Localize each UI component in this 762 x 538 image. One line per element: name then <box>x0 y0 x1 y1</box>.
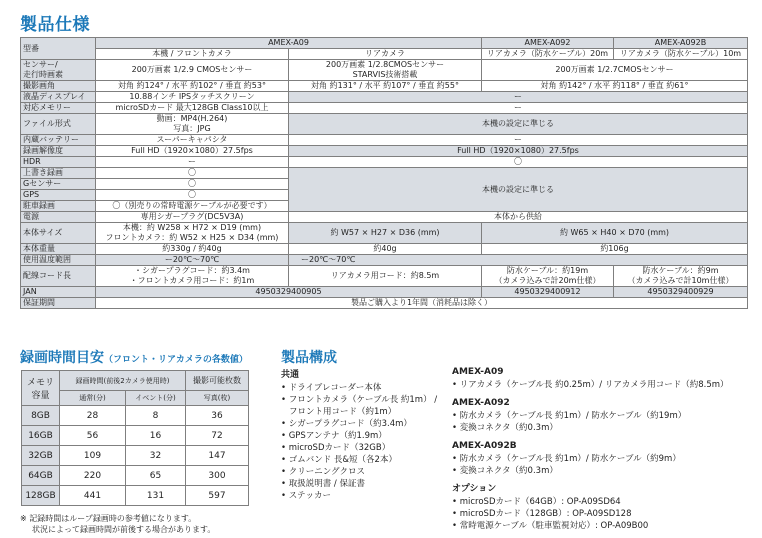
spec-cell-shared: 本機の設定に準じる <box>289 168 748 212</box>
spec-cell: ー20℃〜70℃ <box>289 255 748 266</box>
spec-row-cord <box>21 266 748 287</box>
list-item: • microSDカード（128GB）: OP-A09SD128 <box>452 508 729 520</box>
sub-main: 本機 / フロントカメラ <box>96 49 289 60</box>
spec-cell: 200万画素 1/2.9 CMOSセンサー <box>96 60 289 81</box>
sub-rear: リアカメラ <box>289 49 482 60</box>
spec-cell: 10.88インチ IPSタッチスクリーン <box>96 92 289 103</box>
spec-cell: 対角 約124° / 水平 約102° / 垂直 約53° <box>96 81 289 92</box>
spec-label: 対応メモリー <box>21 103 96 114</box>
spec-row-sensor <box>21 60 748 81</box>
table-row <box>22 406 249 426</box>
event-cell: 32 <box>126 446 186 466</box>
spec-cell: Full HD（1920×1080）27.5fps <box>96 146 289 157</box>
spec-label: GPS <box>21 190 96 201</box>
spec-label: 駐車録画 <box>21 201 96 212</box>
spec-cell: 製品ご購入より1年間（消耗品は除く） <box>96 298 748 309</box>
spec-cell: 約40g <box>289 244 482 255</box>
list-item: • 変換コネクタ（約0.3m） <box>452 465 729 477</box>
list-item: • ステッカー <box>281 490 437 502</box>
event-cell: 131 <box>126 486 186 506</box>
spec-label: ファイル形式 <box>21 114 96 135</box>
list-item: • 常時電源ケーブル（駐車監視対応）: OP-A09B00 <box>452 520 729 532</box>
list-item: • 防水カメラ（ケーブル長 約1m）/ 防水ケーブル（約9m） <box>452 453 729 465</box>
spec-label: Gセンサー <box>21 179 96 190</box>
event-cell: 8 <box>126 406 186 426</box>
normal-cell: 56 <box>60 426 126 446</box>
contents-models <box>452 366 729 532</box>
spec-label: HDR <box>21 157 96 168</box>
spec-label: 型番 <box>21 38 96 60</box>
capacity-cell: 128GB <box>22 486 60 506</box>
list-item: フロント用コード（約1m） <box>289 407 397 417</box>
spec-cell: microSDカード 最大128GB Class10以上 <box>96 103 289 114</box>
normal-cell: 441 <box>60 486 126 506</box>
spec-row-angle <box>21 81 748 92</box>
list-item: • フロントカメラ（ケーブル長 約1m） / <box>281 394 437 406</box>
spec-row-file <box>21 114 748 135</box>
photo-cell: 36 <box>186 406 249 426</box>
contents-common <box>281 369 437 502</box>
spec-cell: 〇 <box>96 179 289 190</box>
capacity-cell: 64GB <box>22 466 60 486</box>
spec-cell: ー20℃〜70℃ <box>96 255 289 266</box>
spec-cell: Full HD（1920×1080）27.5fps <box>289 146 748 157</box>
spec-label: 電源 <box>21 212 96 223</box>
photo-cell: 597 <box>186 486 249 506</box>
jan-a092: 4950329400912 <box>482 287 614 298</box>
table-row <box>22 486 249 506</box>
table-row <box>22 426 249 446</box>
spec-row-temp <box>21 255 748 266</box>
spec-cell: 防水ケーブル：約9m （カメラ込みで計10m仕様） <box>614 266 748 287</box>
spec-table <box>20 37 748 309</box>
contents-title: 製品構成 <box>281 350 337 366</box>
capacity-cell: 16GB <box>22 426 60 446</box>
spec-cell: スーパーキャパシタ <box>96 135 289 146</box>
spec-cell: ー <box>289 135 748 146</box>
spec-label: 配線コード長 <box>21 266 96 287</box>
spec-label: 本体重量 <box>21 244 96 255</box>
model-a092b: AMEX-A092B <box>614 38 748 49</box>
normal-cell: 220 <box>60 466 126 486</box>
spec-label: 内蔵バッテリー <box>21 135 96 146</box>
event-header: イベント(分) <box>126 391 186 406</box>
table-row <box>22 446 249 466</box>
jan-a092b: 4950329400929 <box>614 287 748 298</box>
spec-row-hdr <box>21 157 748 168</box>
model-a09: AMEX-A09 <box>96 38 482 49</box>
table-row <box>22 466 249 486</box>
spec-cell: ー <box>289 103 748 114</box>
common-title: 共通 <box>281 370 300 380</box>
spec-row-weight <box>21 244 748 255</box>
list-item: • microSDカード（64GB）: OP-A09SD64 <box>452 496 729 508</box>
spec-cell: 本体から供給 <box>289 212 748 223</box>
photo-header: 撮影可能枚数 <box>186 371 249 391</box>
list-item: • 変換コネクタ（約0.3m） <box>452 422 729 434</box>
spec-cell: 約 W57 × H27 × D36 (mm) <box>289 223 482 244</box>
spec-label: センサー/ 走行時画素 <box>21 60 96 81</box>
list-item: • ゴムバンド 長&短（各2本） <box>281 454 437 466</box>
spec-title: 製品仕様 <box>20 15 90 35</box>
spec-row-memory <box>21 103 748 114</box>
memory-header: メモリ 容量 <box>22 371 60 406</box>
spec-cell: ー <box>289 92 748 103</box>
spec-row-warranty <box>21 298 748 309</box>
record-time-table <box>21 370 249 506</box>
spec-cell: 200万画素 1/2.8CMOSセンサー STARVIS技術搭載 <box>289 60 482 81</box>
spec-row-resolution <box>21 146 748 157</box>
list-item: • 防水カメラ（ケーブル長 約1m）/ 防水ケーブル（約19m） <box>452 410 729 422</box>
event-cell: 16 <box>126 426 186 446</box>
list-item: • microSDカード（32GB） <box>281 442 437 454</box>
spec-cell: 対角 約142° / 水平 約118° / 垂直 約61° <box>482 81 748 92</box>
event-cell: 65 <box>126 466 186 486</box>
sub-a092: リアカメラ（防水ケーブル）20m <box>482 49 614 60</box>
spec-cell: 動画：MP4(H.264) 写真：JPG <box>96 114 289 135</box>
record-time-title: 録画時間目安（フロント・リアカメラの各数値） <box>20 350 248 366</box>
spec-cell: 本機：約 W258 × H72 × D19 (mm) フロントカメラ：約 W52 × H25 × D34 (mm) <box>96 223 289 244</box>
list-item: • 取扱説明書 / 保証書 <box>281 478 437 490</box>
spec-cell: 200万画素 1/2.7CMOSセンサー <box>482 60 748 81</box>
a092-title: AMEX-A092 <box>452 398 510 408</box>
spec-label: 液晶ディスプレイ <box>21 92 96 103</box>
spec-cell: 〇 <box>96 190 289 201</box>
jan-a09: 4950329400905 <box>96 287 482 298</box>
capacity-cell: 8GB <box>22 406 60 426</box>
list-item: • シガープラグコード（約3.4m） <box>281 418 437 430</box>
spec-row-overwrite <box>21 168 748 179</box>
spec-cell: 本機の設定に準じる <box>289 114 748 135</box>
spec-row-power <box>21 212 748 223</box>
spec-row-sub <box>21 49 748 60</box>
spec-row-battery <box>21 135 748 146</box>
list-item: • ドライブレコーダー本体 <box>281 382 437 394</box>
spec-cell: リアカメラ用コード：約8.5m <box>289 266 482 287</box>
spec-cell: 〇 <box>96 168 289 179</box>
spec-cell: ・シガープラグコード：約3.4m ・フロントカメラ用コード：約1m <box>96 266 289 287</box>
time-header: 録画時間(前後2カメラ使用時) <box>60 371 186 391</box>
spec-cell: 約330g / 約40g <box>96 244 289 255</box>
sub-a092b: リアカメラ（防水ケーブル）10m <box>614 49 748 60</box>
spec-label: 上書き録画 <box>21 168 96 179</box>
spec-row-model <box>21 38 748 49</box>
spec-cell: 専用シガープラグ(DC5V3A) <box>96 212 289 223</box>
spec-cell: 約 W65 × H40 × D70 (mm) <box>482 223 748 244</box>
normal-cell: 28 <box>60 406 126 426</box>
record-time-subtitle: （フロント・リアカメラの各数値） <box>104 355 248 365</box>
option-title: オプション <box>452 484 497 494</box>
photo-cell: 300 <box>186 466 249 486</box>
spec-cell: 約106g <box>482 244 748 255</box>
record-note: ※ 記録時間はループ録画時の参考値になります。 状況によって録画時間が前後する場合があります。 <box>20 514 216 534</box>
spec-label: 録画解像度 <box>21 146 96 157</box>
normal-header: 通常(分) <box>60 391 126 406</box>
a09-title: AMEX-A09 <box>452 367 504 377</box>
list-item: • リアカメラ（ケーブル長 約0.25m）/ リアカメラ用コード（約8.5m） <box>452 379 729 391</box>
spec-cell: 防水ケーブル：約19m （カメラ込みで計20m仕様） <box>482 266 614 287</box>
spec-label: 本体サイズ <box>21 223 96 244</box>
a092b-title: AMEX-A092B <box>452 441 517 451</box>
record-header-row <box>22 371 249 391</box>
photo-cell: 147 <box>186 446 249 466</box>
photo-unit-header: 写真(枚) <box>186 391 249 406</box>
spec-cell: 〇（別売りの常時電源ケーブルが必要です） <box>96 201 289 212</box>
photo-cell: 72 <box>186 426 249 446</box>
spec-label: 撮影画角 <box>21 81 96 92</box>
spec-cell: 〇 <box>289 157 748 168</box>
capacity-cell: 32GB <box>22 446 60 466</box>
list-item: • GPSアンテナ（約1.9m） <box>281 430 437 442</box>
spec-row-size <box>21 223 748 244</box>
spec-label: 使用温度範囲 <box>21 255 96 266</box>
list-item: • クリーニングクロス <box>281 466 437 478</box>
spec-label: 保証期間 <box>21 298 96 309</box>
spec-label: JAN <box>21 287 96 298</box>
spec-row-lcd <box>21 92 748 103</box>
spec-row-jan <box>21 287 748 298</box>
spec-cell: 対角 約131° / 水平 約107° / 垂直 約55° <box>289 81 482 92</box>
normal-cell: 109 <box>60 446 126 466</box>
spec-cell: ー <box>96 157 289 168</box>
model-a092: AMEX-A092 <box>482 38 614 49</box>
